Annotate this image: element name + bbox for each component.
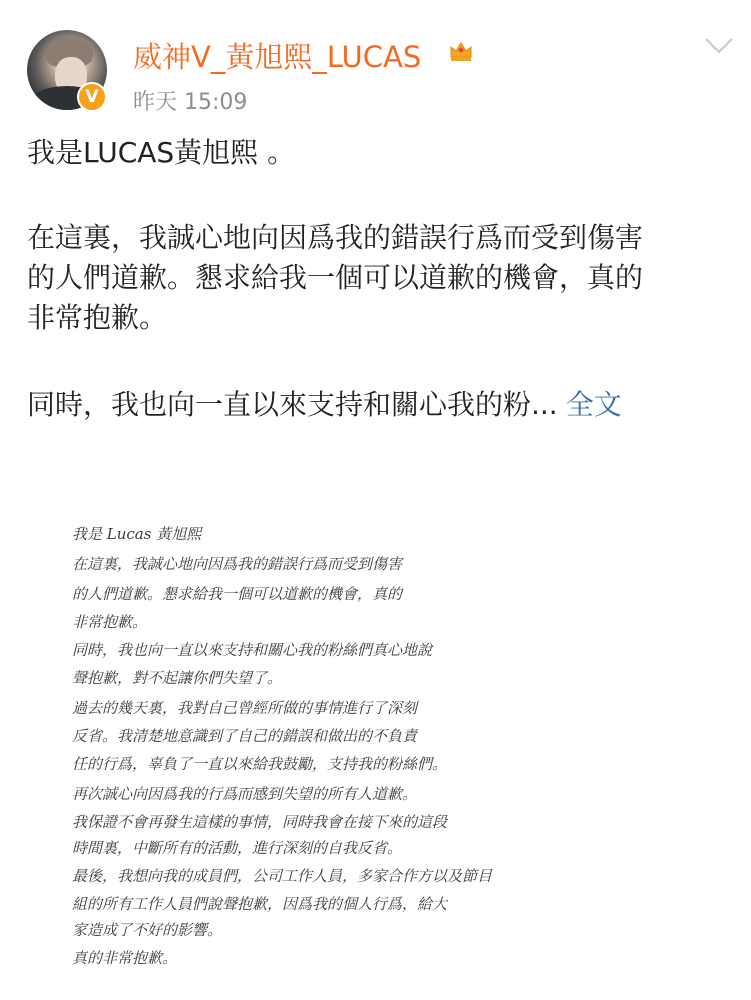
letter-line: 任的行爲，辜負了一直以來給我鼓勵，支持我的粉絲們。 bbox=[72, 755, 448, 773]
post-paragraph-2-line-3: 非常抱歉。 bbox=[27, 301, 168, 334]
chevron-down-icon[interactable] bbox=[704, 37, 734, 55]
letter-line: 我是 Lucas 黃旭熙 bbox=[72, 525, 202, 543]
letter-line: 時間裏，中斷所有的活動，進行深刻的自我反省。 bbox=[72, 839, 403, 857]
letter-line: 反省。我清楚地意識到了自己的錯誤和做出的不負責 bbox=[72, 727, 418, 745]
letter-line: 最後，我想向我的成員們，公司工作人員，多家合作方以及節目 bbox=[72, 867, 493, 885]
post-paragraph-1: 我是LUCAS黃旭熙 。 bbox=[27, 136, 296, 169]
handwritten-letter-image[interactable] bbox=[72, 508, 493, 968]
username[interactable]: 威神V_黃旭熙_LUCAS bbox=[133, 40, 422, 74]
letter-line: 聲抱歉，對不起讓你們失望了。 bbox=[72, 669, 283, 687]
letter-line: 組的所有工作人員們說聲抱歉，因爲我的個人行爲，給大 bbox=[72, 895, 448, 913]
letter-line: 過去的幾天裏，我對自己曾經所做的事情進行了深刻 bbox=[72, 699, 418, 717]
post-paragraph-2-line-1: 在這裏，我誠心地向因爲我的錯誤行爲而受到傷害 bbox=[27, 221, 644, 254]
post-truncated-text: 同時，我也向一直以來支持和關心我的粉... bbox=[27, 388, 558, 421]
post-paragraph-2-line-2: 的人們道歉。懇求給我一個可以道歉的機會，真的 bbox=[27, 261, 644, 294]
post-paragraph-3 bbox=[27, 385, 622, 425]
full-text-link[interactable]: 全文 bbox=[565, 388, 622, 421]
letter-line: 真的非常抱歉。 bbox=[72, 949, 178, 967]
letter-line: 的人們道歉。懇求給我一個可以道歉的機會，真的 bbox=[72, 585, 403, 603]
post-timestamp: 昨天 15:09 bbox=[133, 90, 248, 115]
verified-v-icon: V bbox=[77, 82, 107, 112]
letter-line: 在這裏，我誠心地向因爲我的錯誤行爲而受到傷害 bbox=[72, 555, 403, 573]
letter-line: 同時，我也向一直以來支持和關心我的粉絲們真心地說 bbox=[72, 641, 433, 659]
letter-line: 我保證不會再發生這樣的事情，同時我會在接下來的這段 bbox=[72, 813, 448, 831]
letter-line: 家造成了不好的影響。 bbox=[72, 921, 223, 939]
letter-line: 再次誠心向因爲我的行爲而感到失望的所有人道歉。 bbox=[72, 785, 418, 803]
crown-icon bbox=[447, 37, 475, 65]
letter-line: 非常抱歉。 bbox=[72, 613, 148, 631]
